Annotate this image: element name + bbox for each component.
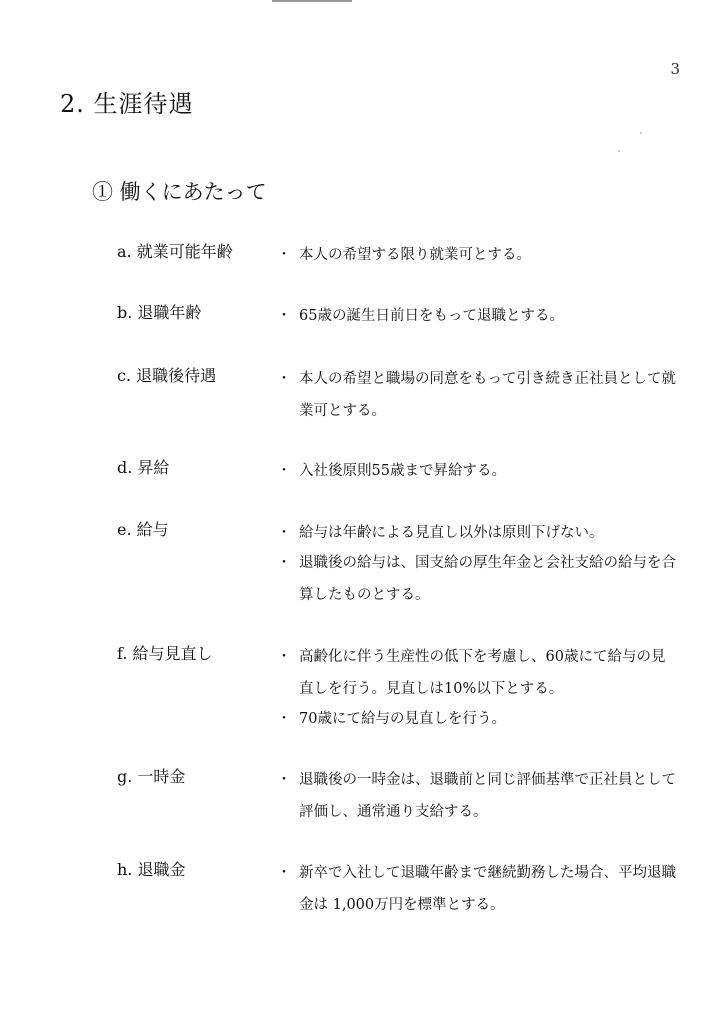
bullet	[277, 547, 677, 611]
bullet-dot-icon: ・	[277, 555, 291, 571]
bullet	[277, 641, 677, 705]
bullet	[277, 300, 677, 332]
bullet-text: 退職後の一時金は、退職前と同じ評価基準で正社員として評価し、通常通り支給する。	[299, 772, 676, 820]
bullet	[277, 764, 677, 828]
item-body	[277, 524, 677, 611]
item-label: c. 退職後待遇	[117, 366, 217, 385]
top-rule	[272, 0, 352, 2]
bullet-text: 本人の希望と職場の同意をもって引き続き正社員として就業可とする。	[299, 371, 676, 419]
bullet	[277, 455, 677, 487]
item-body	[277, 771, 677, 828]
item-label: e. 給与	[117, 520, 169, 539]
item-body	[277, 462, 677, 487]
scan-speck	[618, 150, 620, 152]
sub-title: ① 働くにあたって	[92, 180, 267, 204]
section-title: 2. 生涯待遇	[60, 90, 194, 118]
item-label: a. 就業可能年齢	[117, 242, 233, 261]
bullet-text: 入社後原則55歳まで昇給する。	[299, 463, 506, 479]
bullet-text: 新卒で入社して退職年齢まで継続勤務した場合、平均退職金は 1,000万円を標準とする。	[299, 865, 676, 913]
item-label: d. 昇給	[117, 458, 170, 477]
bullet	[277, 363, 677, 427]
item-body	[277, 864, 677, 921]
bullet-dot-icon: ・	[277, 371, 291, 387]
bullet-dot-icon: ・	[277, 711, 291, 727]
bullet-text: 70歳にて給与の見直しを行う。	[299, 711, 506, 727]
scan-speck	[640, 132, 642, 134]
item-body	[277, 307, 677, 332]
item-label: b. 退職年齢	[117, 303, 202, 322]
item-body	[277, 648, 677, 735]
bullet-dot-icon: ・	[277, 772, 291, 788]
bullet	[277, 239, 677, 271]
bullet-text: 給与は年齢による見直し以外は原則下げない。	[299, 525, 604, 541]
item-label: h. 退職金	[117, 860, 186, 879]
bullet	[277, 703, 677, 735]
bullet	[277, 857, 677, 921]
bullet-dot-icon: ・	[277, 525, 291, 541]
bullet-text: 本人の希望する限り就業可とする。	[299, 247, 531, 263]
bullet-dot-icon: ・	[277, 247, 291, 263]
bullet	[277, 517, 677, 549]
item-label: g. 一時金	[117, 767, 186, 786]
item-body	[277, 370, 677, 427]
bullet-text: 退職後の給与は、国支給の厚生年金と会社支給の給与を合算したものとする。	[299, 555, 676, 603]
page-number: 3	[670, 60, 680, 78]
item-body	[277, 246, 677, 271]
bullet-text: 65歳の誕生日前日をもって退職とする。	[299, 308, 564, 324]
bullet-dot-icon: ・	[277, 649, 291, 665]
bullet-text: 高齢化に伴う生産性の低下を考慮し、60歳にて給与の見直しを行う。見直しは10%以下とする。	[299, 649, 666, 697]
item-label: f. 給与見直し	[117, 644, 213, 663]
bullet-dot-icon: ・	[277, 308, 291, 324]
bullet-dot-icon: ・	[277, 463, 291, 479]
bullet-dot-icon: ・	[277, 865, 291, 881]
